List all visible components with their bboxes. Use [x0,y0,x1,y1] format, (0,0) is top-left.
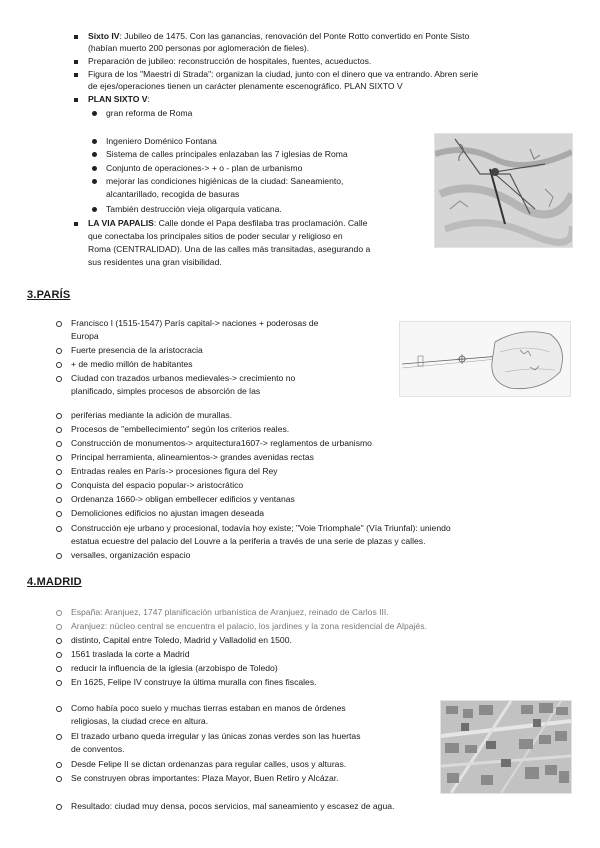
paris-item-trazados: Ciudad con trazados urbanos medievales-> crecimiento no [71,373,296,383]
paris-item-aristocracia: Fuerte presencia de la aristocracia [71,345,203,355]
sixto-iv-text: : Jubileo de 1475. Con las ganancias, renovación del Ponte Rotto convertido en Ponte Sisto [119,31,470,41]
madrid-item-resultado: Resultado: ciudad muy densa, pocos servicios, mal saneamiento y escasez de agua. [71,801,395,811]
paris-item-voie-triomphale: Construcción eje urbano y procesional, todavía hoy existe; "Voie Triomphale" (Vía Triunfal): uniendo [71,523,451,533]
heading-madrid: 4.MADRID [27,576,82,588]
sub-fontana: Ingeniero Doménico Fontana [106,136,217,146]
rome-plan-engraving [434,133,573,248]
paris-item-trazados-cont: planificado, simples procesos de absorción de las [71,386,261,396]
sub-condiciones-higienicas: mejorar las condiciones higiénicas de la ciudad: Saneamiento, [106,176,344,186]
bullet-jubileo: Preparación de jubileo: reconstrucción de hospitales, fuentes, acueductos. [88,56,372,66]
paris-item-alineamientos: Principal herramienta, alineamientos-> grandes avenidas rectas [71,452,314,462]
sub-gran-reforma: gran reforma de Roma [106,108,193,118]
sub-destruccion: También destrucción vieja oligarquía vaticana. [106,204,282,214]
heading-paris: 3.PARÍS [27,289,71,301]
madrid-map-engraving [440,700,572,794]
paris-item-ordenanza: Ordenanza 1660-> obligan embellecer edificios y ventanas [71,494,295,504]
bullet-sixto-iv [88,31,469,42]
madrid-item-poco-suelo: Como había poco suelo y muchas tierras estaban en manos de órdenes [71,703,346,713]
madrid-item-aranjuez-nucleo: Aranjuez: núcleo central se encuentra el palacio, los jardines y la zona residencial de Alpajés. [71,621,427,631]
bullet-via-papalis [88,218,367,229]
paris-item-versalles: versalles, organización espacio [71,550,191,560]
madrid-item-trazado-cont: de conventos. [71,744,125,754]
sixto-iv-bold: Sixto IV [88,31,120,41]
paris-item-entradas: Entradas reales en París-> procesiones figura del Rey [71,466,278,476]
sub-condiciones-continuation: alcantarillado, recogida de basuras [106,189,240,199]
bullet-maestri: Figura de los "Maestri di Strada": organizan la ciudad, junto con el dinero que va entrando. Abren serie [88,69,479,79]
rome-plan-drawing [435,134,572,247]
madrid-item-trazado: El trazado urbano queda irregular y las únicas zonas verdes son las huertas [71,731,361,741]
madrid-item-capital: distinto, Capital entre Toledo, Madrid y Valladolid en 1500. [71,635,292,645]
paris-item-voie-cont: estatua ecuestre del palacio del Louvre a la periferia a través de una serie de plazas y calles. [71,536,426,546]
via-papalis-line2: que conectaba los principales sitios de poder secular y religioso en [88,231,343,241]
paris-axis-svg [400,322,570,396]
paris-axis-drawing [399,321,571,397]
madrid-item-felipe-ii: Desde Felipe II se dictan ordenanzas para regular calles, usos y alturas. [71,759,347,769]
paris-item-monumentos: Construcción de monumentos-> arquitectura1607-> reglamentos de urbanismo [71,438,372,448]
via-papalis-line3: Roma (CENTRALIDAD). Una de las calles más transitadas, asegurando a [88,244,371,254]
madrid-item-poco-suelo-cont: religiosas, la ciudad crece en altura. [71,716,209,726]
bullet-plan-sixto-v [88,94,150,105]
madrid-item-espana-aranjuez: España: Aranjuez, 1747 planificación urbanística de Aranjuez, reinado de Carlos III. [71,607,389,617]
paris-item-embellecimiento: Procesos de "embellecimiento" según los criterios reales. [71,424,290,434]
plan-sixto-v-bold: PLAN SIXTO V [88,94,148,104]
madrid-item-1625: En 1625, Felipe IV construye la última muralla con fines fiscales. [71,677,317,687]
paris-item-periferias: periferias mediante la adición de murallas. [71,410,232,420]
via-papalis-bold: LA VIA PAPALIS [88,218,154,228]
madrid-item-1561: 1561 traslada la corte a Madrid [71,649,190,659]
via-papalis-text: : Calle donde el Papa desfilaba tras proclamación. Calle [153,218,368,228]
paris-item-demoliciones: Demoliciones edificios no ajustan imagen deseada [71,508,264,518]
paris-item-francisco-cont: Europa [71,331,99,341]
paris-item-habitantes: + de medio millón de habitantes [71,359,193,369]
madrid-map-svg [441,701,571,793]
via-papalis-line4: sus residentes una gran visibilidad. [88,257,222,267]
madrid-item-iglesia: reducir la influencia de la iglesia (arzobispo de Toledo) [71,663,278,673]
paris-item-conquista: Conquista del espacio popular-> aristocrático [71,480,244,490]
sub-conjunto-operaciones: Conjunto de operaciones-> + o - plan de urbanismo [106,163,303,173]
sub-sistema-calles: Sistema de calles principales enlazaban las 7 iglesias de Roma [106,149,348,159]
paris-item-francisco: Francisco I (1515-1547) París capital-> naciones + poderosas de [71,318,319,328]
sixto-iv-continuation: (habían muerto 200 personas por aglomeración de fieles). [88,43,310,53]
madrid-item-obras: Se construyen obras importantes: Plaza Mayor, Buen Retiro y Alcázar. [71,773,339,783]
maestri-continuation: de ejes/operaciones tienen un carácter plenamente escenográfico. PLAN SIXTO V [88,81,403,91]
plan-sixto-v-colon: : [147,94,150,104]
